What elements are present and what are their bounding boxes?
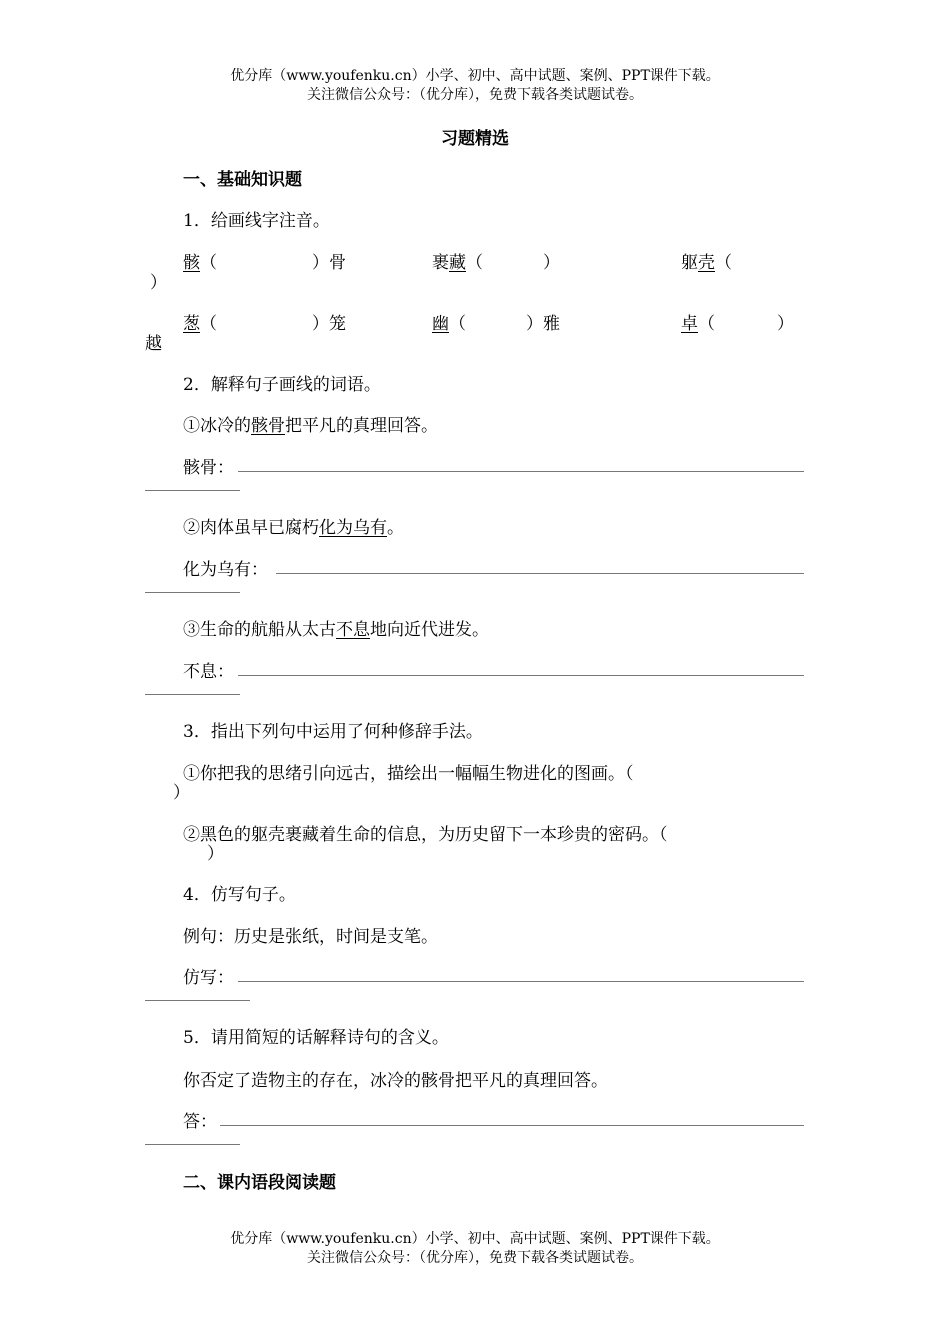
question-2-prompt: 2．解释句子画线的词语。	[183, 375, 381, 395]
question-4-prompt: 4．仿写句子。	[183, 885, 296, 905]
paren-open: （	[449, 314, 466, 334]
underlined-word: 不息	[336, 620, 370, 640]
underlined-char: 卓	[681, 314, 698, 334]
q5-poem: 你否定了造物主的存在，冰冷的骸骨把平凡的真理回答。	[183, 1071, 608, 1091]
paren-open: （	[698, 314, 715, 334]
q3-sentence-1: ①你把我的思绪引向远古，描绘出一幅幅生物进化的图画。（	[183, 764, 634, 784]
paren-open: （	[200, 253, 217, 273]
paren-open: （	[466, 253, 483, 273]
q5-answer-label: 答：	[183, 1112, 217, 1132]
underlined-word: 骸骨	[251, 416, 285, 436]
answer-line-continued[interactable]	[145, 1000, 250, 1001]
q3-sentence-2: ②黑色的躯壳裹藏着生命的信息，为历史留下一本珍贵的密码。（	[183, 825, 668, 845]
answer-line[interactable]	[238, 471, 804, 472]
sentence-post: 地向近代进发。	[370, 620, 489, 640]
paren-open: （	[715, 253, 732, 273]
q2-sentence-1	[183, 411, 438, 436]
underlined-word: 化为乌有	[319, 518, 387, 538]
sentence-pre: ①冰冷的	[183, 416, 251, 436]
paren-close: ）	[312, 253, 329, 273]
paren-close: ）	[777, 314, 794, 334]
word-pre: 躯	[681, 253, 698, 273]
q2-sentence-3	[183, 615, 489, 640]
section-heading-reading: 二、课内语段阅读题	[183, 1173, 336, 1193]
word-rest: 雅	[543, 314, 560, 334]
sentence-pre: ②肉体虽早已腐朽	[183, 518, 319, 538]
footer-line-1: 优分库（www.youfenku.cn）小学、初中、高中试题、案例、PPT课件下载。	[230, 1231, 720, 1247]
word-rest: 骨	[329, 253, 346, 273]
paren-close: ）	[526, 314, 543, 334]
sentence-post: 。	[387, 518, 404, 538]
word-rest-wrapped: 越	[145, 334, 162, 354]
q2-sentence-2	[183, 513, 404, 538]
answer-line-continued[interactable]	[145, 490, 240, 491]
footer-line-2: 关注微信公众号：（优分库），免费下载各类试题试卷。	[307, 1250, 643, 1266]
answer-line-continued[interactable]	[145, 592, 240, 593]
q2-answer-label-1: 骸骨：	[183, 458, 234, 478]
pinyin-item-3	[681, 248, 732, 273]
word-pre: 裹	[432, 253, 449, 273]
header-line-1: 优分库（www.youfenku.cn）小学、初中、高中试题、案例、PPT课件下载。	[230, 68, 720, 84]
underlined-char: 幽	[432, 314, 449, 334]
q2-answer-label-2: 化为乌有：	[183, 560, 268, 580]
answer-line[interactable]	[238, 981, 804, 982]
question-5-prompt: 5．请用简短的话解释诗句的含义。	[183, 1028, 449, 1048]
header-line-2: 关注微信公众号：（优分库），免费下载各类试题试卷。	[307, 87, 643, 103]
q3-paren-close-1: ）	[173, 783, 190, 803]
question-1-prompt: 1．给画线字注音。	[183, 211, 330, 231]
question-3-prompt: 3．指出下列句中运用了何种修辞手法。	[183, 722, 483, 742]
underlined-char: 藏	[449, 253, 466, 273]
pinyin-item-2	[432, 248, 560, 273]
underlined-char: 壳	[698, 253, 715, 273]
underlined-char: 葱	[183, 314, 200, 334]
paren-close-wrapped: ）	[150, 273, 167, 293]
pinyin-item-4	[183, 309, 346, 334]
q4-answer-label: 仿写：	[183, 968, 234, 988]
word-rest: 笼	[329, 314, 346, 334]
answer-line-continued[interactable]	[145, 694, 240, 695]
q4-example: 例句：历史是张纸，时间是支笔。	[183, 927, 438, 947]
answer-line[interactable]	[276, 573, 804, 574]
page-title: 习题精选	[441, 129, 509, 149]
answer-line[interactable]	[238, 675, 804, 676]
paren-open: （	[200, 314, 217, 334]
answer-line-continued[interactable]	[145, 1144, 240, 1145]
sentence-pre: ③生命的航船从太古	[183, 620, 336, 640]
sentence-post: 把平凡的真理回答。	[285, 416, 438, 436]
pinyin-item-6	[681, 309, 794, 334]
section-heading-basic: 一、基础知识题	[183, 170, 302, 190]
paren-close: ）	[543, 253, 560, 273]
pinyin-item-5	[432, 309, 560, 334]
underlined-char: 骸	[183, 253, 200, 273]
pinyin-item-1	[183, 248, 346, 273]
answer-line[interactable]	[220, 1125, 804, 1126]
paren-close: ）	[312, 314, 329, 334]
q3-paren-close-2: ）	[207, 844, 224, 864]
q2-answer-label-3: 不息：	[183, 662, 234, 682]
